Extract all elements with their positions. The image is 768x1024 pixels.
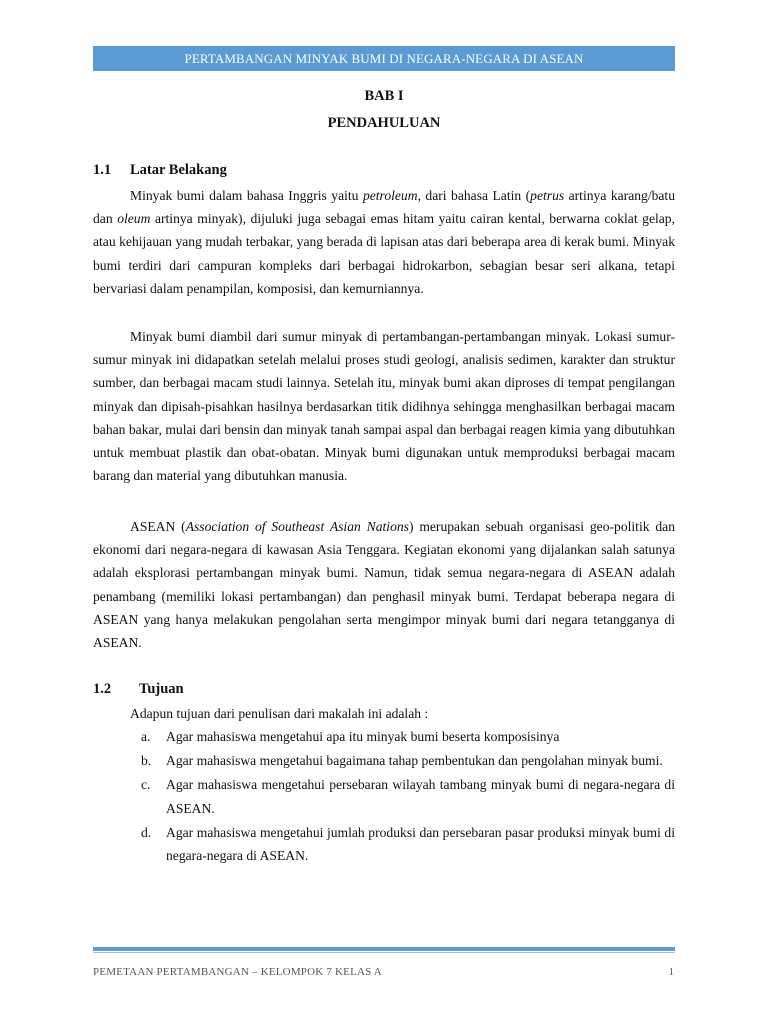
objectives-list xyxy=(130,725,675,868)
paragraph-3: ASEAN (Association of Southeast Asian Nations) merupakan sebuah organisasi geo-politik dan ekonomi dari negara-negara di kawasan Asia Tenggara. Kegiatan ekonomi yang dijalankan salah satunya adalah eksplorasi pertambangan minyak bumi. Namun, tidak semua negara-negara di ASEAN adalah penambang (memiliki lokasi pertambangan) dan penghasil minyak bumi. Terdapat beberapa negara di ASEAN yang hanya melakukan pengolahan serta mengimpor minyak bumi dari negara tetangganya di ASEAN. xyxy=(93,519,675,651)
footer-divider-thin xyxy=(93,952,675,953)
list-marker: d. xyxy=(141,824,152,840)
list-marker: b. xyxy=(141,753,152,769)
list-item: c. Agar mahasiswa mengetahui persebaran wilayah tambang minyak bumi di negara-negara di ASEAN. xyxy=(130,773,675,819)
list-marker: a. xyxy=(141,729,151,744)
list-item: b. Agar mahasiswa mengetahui bagaimana tahap pembentukan dan pengolahan minyak bumi. xyxy=(130,749,675,772)
paragraph-2: Minyak bumi diambil dari sumur minyak di pertambangan-pertambangan minyak. Lokasi sumur-sumur minyak ini didapatkan setelah melalui proses studi geologi, analisis sedimen, karakter dan struktur sumber, dan berbagai macam studi lainnya. Setelah itu, minyak bumi akan diproses di tempat pengilangan minyak dan dipisah-pisahkan hasilnya berdasarkan titik didihnya sehingga menghasilkan berbagai macam bahan bakar, mulai dari bensin dan minyak tanah sampai aspal dan berbagai reagen kimia yang dibutuhkan untuk membuat plastik dan obat-obatan. Minyak bumi digunakan untuk memproduksi berbagai macam barang dan material yang dibutuhkan manusia. xyxy=(93,329,675,484)
list-marker: c. xyxy=(141,777,151,793)
paragraph-1: Minyak bumi dalam bahasa Inggris yaitu petroleum, dari bahasa Latin (petrus artinya karang/batu dan oleum artinya minyak), dijuluki juga sebagai emas hitam yaitu cairan kental, berwarna coklat gelap, atau kehijauan yang mudah terbakar, yang berada di lapisan atas dari beberapa area di kerak bumi. Minyak bumi terdiri dari campuran kompleks dari berbagai hidrokarbon, sebagian besar seri alkana, tetapi bervariasi dalam penampilan, komposisi, dan kemurniannya. xyxy=(93,188,675,296)
chapter-title: PENDAHULUAN xyxy=(327,115,441,131)
list-item: d. Agar mahasiswa mengetahui jumlah produksi dan persebaran pasar produksi minyak bumi di negara-negara di ASEAN. xyxy=(130,821,675,867)
list-item: a. Agar mahasiswa mengetahui apa itu minyak bumi beserta komposisinya xyxy=(130,725,675,748)
section-1-number: 1.1 xyxy=(93,162,112,178)
footer-divider xyxy=(93,947,675,951)
section-1-title: Latar Belakang xyxy=(130,162,227,178)
objectives-intro: Adapun tujuan dari penulisan dari makalah ini adalah : xyxy=(130,706,429,721)
chapter-number: BAB I xyxy=(364,88,404,104)
section-2-title: Tujuan xyxy=(139,681,184,697)
running-header: PERTAMBANGAN MINYAK BUMI DI NEGARA-NEGARA DI ASEAN xyxy=(93,46,675,71)
section-2-number: 1.2 xyxy=(93,681,112,697)
running-footer: PEMETAAN PERTAMBANGAN – KELOMPOK 7 KELAS A xyxy=(93,966,382,978)
page-number: 1 xyxy=(668,966,674,978)
